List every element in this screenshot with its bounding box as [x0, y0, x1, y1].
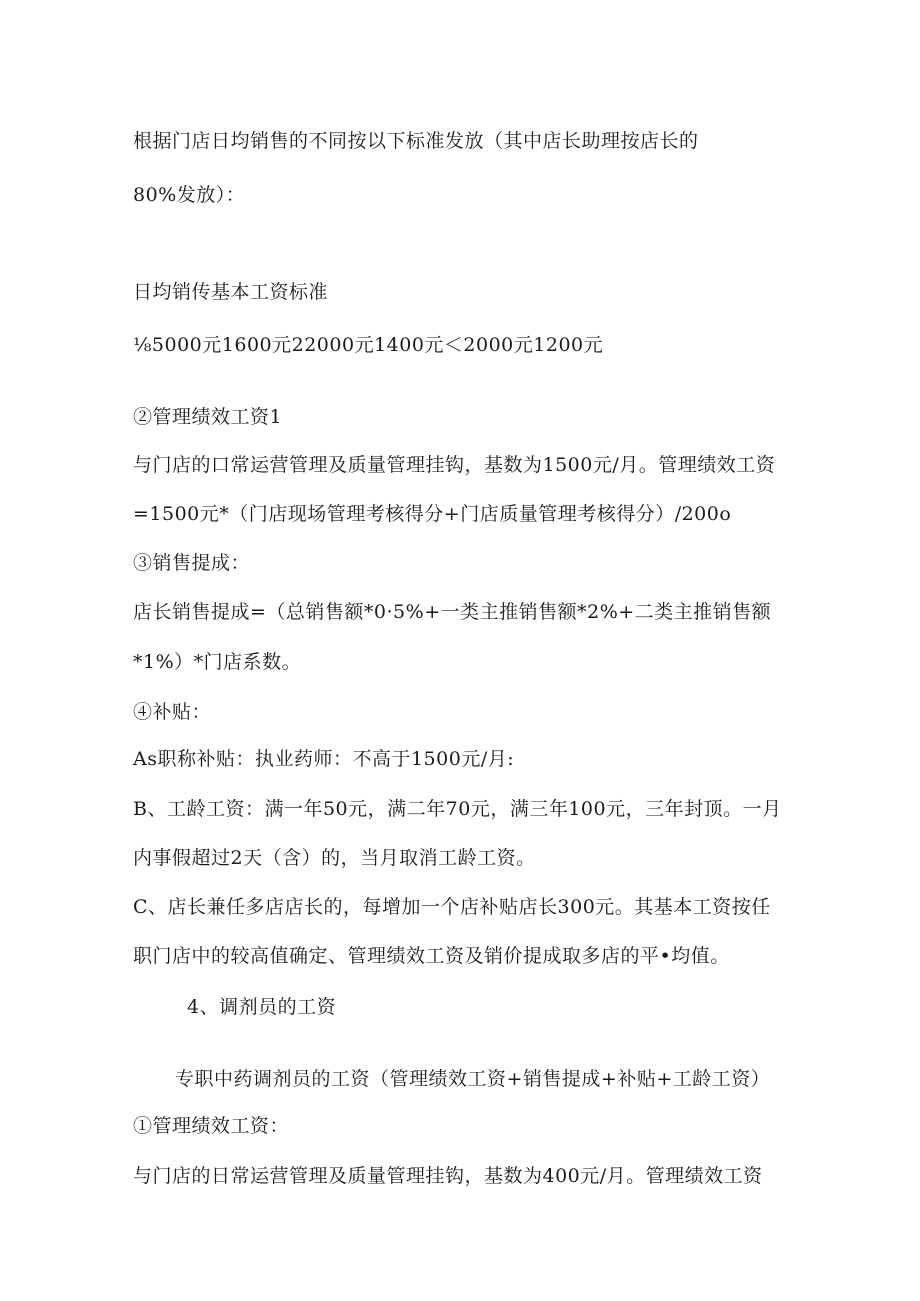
- section-heading: ④补贴：: [133, 701, 212, 723]
- paragraph-line: 根据门店日均销售的不同按以下标准发放（其中店长助理按店长的: [133, 130, 699, 152]
- paragraph-line: C、店长兼任多店店长的，每增加一个店补贴店长300元。其基本工资按任: [133, 896, 771, 918]
- table-row: ⅛5000元1600元22000元1400元＜2000元1200元: [133, 334, 604, 356]
- paragraph-line: As职称补贴：执业药师：不高于1500元/月:: [133, 748, 515, 770]
- paragraph-line: *1%）*门店系数。: [133, 651, 302, 673]
- section-heading: 4、调剂员的工资: [187, 996, 337, 1018]
- paragraph-line: 专职中药调剂员的工资（管理绩效工资+销售提成+补贴+工龄工资）: [175, 1068, 771, 1090]
- section-heading: ②管理绩效工资1: [133, 406, 283, 428]
- paragraph-line: B、工龄工资：满一年50元，满二年70元，满三年100元，三年封顶。一月: [133, 798, 782, 820]
- table-heading: 日均销传基本工资标准: [133, 281, 329, 303]
- section-heading: ①管理绩效工资：: [133, 1115, 290, 1137]
- paragraph-line: 80%发放）：: [133, 184, 246, 206]
- paragraph-line: =1500元*（门店现场管理考核得分+门店质量管理考核得分）/200o: [133, 503, 732, 525]
- paragraph-line: 职门店中的较高值确定、管理绩效工资及销价提成取多店的平•均值。: [133, 945, 730, 967]
- paragraph-line: 与门店的日常运营管理及质量管理挂钩，基数为400元/月。管理绩效工资: [133, 1165, 763, 1187]
- section-heading: ③销售提成：: [133, 552, 251, 574]
- paragraph-line: 内事假超过2天（含）的，当月取消工龄工资。: [133, 847, 536, 869]
- paragraph-line: 与门店的口常运营管理及质量管理挂钩，基数为1500元/月。管理绩效工资: [133, 454, 776, 476]
- paragraph-line: 店长销售提成=（总销售额*0·5%+一类主推销售额*2%+二类主推销售额: [133, 601, 772, 623]
